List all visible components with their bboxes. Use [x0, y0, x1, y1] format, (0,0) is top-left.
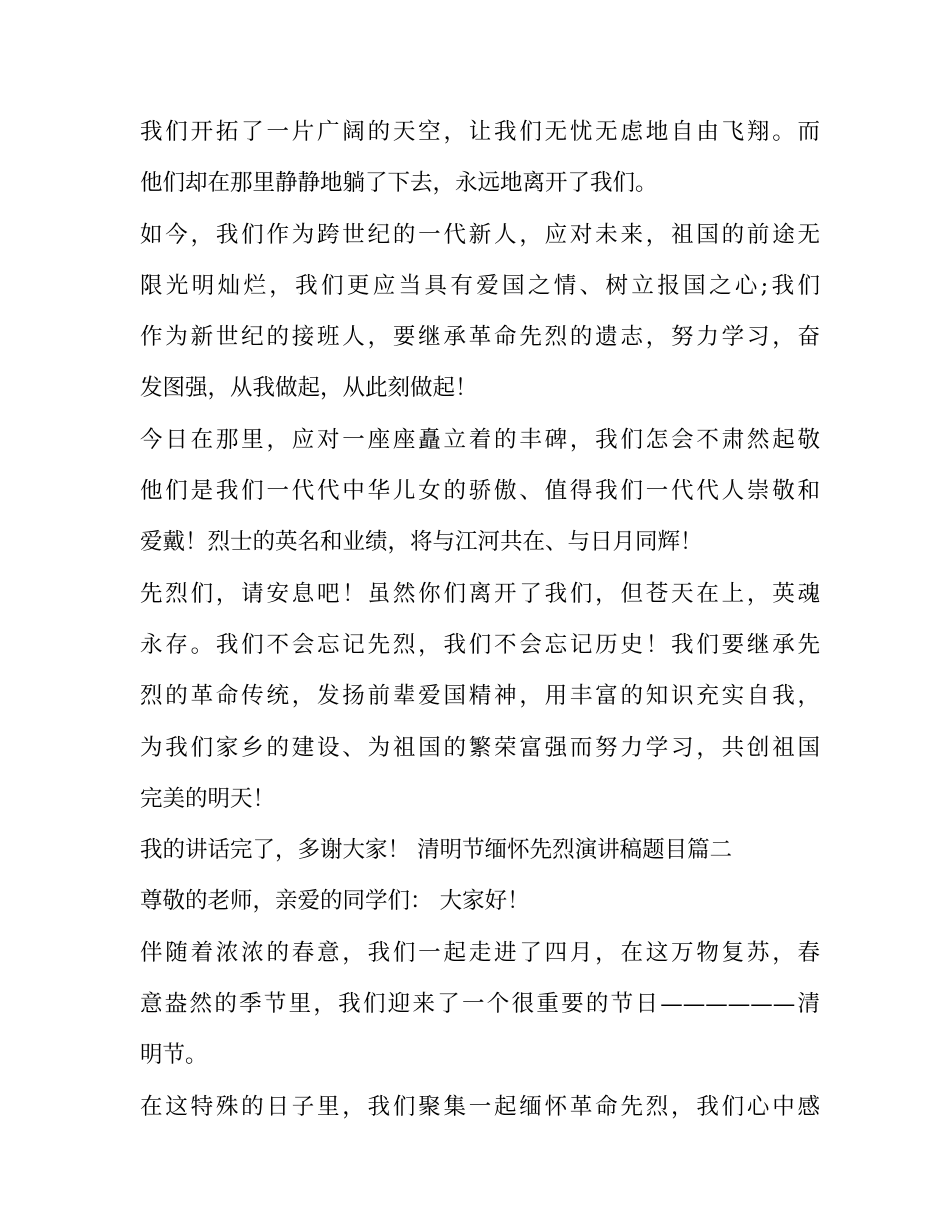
text-line: 爱戴！烈士的英名和业绩，将与江河共在、与日月同辉！ — [140, 529, 703, 556]
text-line: 限光明灿烂，我们更应当具有爱国之情、树立报国之心;我们 — [140, 272, 820, 299]
text-line: 尊敬的老师，亲爱的同学们： 大家好！ — [140, 888, 530, 915]
text-line: 今日在那里，应对一座座矗立着的丰碑，我们怎会不肃然起敬 — [140, 426, 820, 453]
text-line: 伴随着浓浓的春意，我们一起走进了四月，在这万物复苏，春 — [140, 939, 820, 966]
text-line: 作为新世纪的接班人，要继承革命先烈的遗志，努力学习，奋 — [140, 324, 820, 351]
text-line: 我们开拓了一片广阔的天空，让我们无忧无虑地自由飞翔。而 — [140, 119, 820, 145]
text-line: 明节。 — [140, 1042, 208, 1069]
document-body — [140, 107, 820, 1133]
text-line: 先烈们，请安息吧！虽然你们离开了我们，但苍天在上，英魂 — [140, 580, 820, 607]
text-line: 为我们家乡的建设、为祖国的繁荣富强而努力学习，共创祖国 — [140, 734, 820, 761]
text-line: 意盎然的季节里，我们迎来了一个很重要的节日——————清 — [140, 991, 820, 1018]
text-line: 我的讲话完了，多谢大家！ 清明节缅怀先烈演讲稿题目篇二 — [140, 837, 733, 864]
text-line: 在这特殊的日子里，我们聚集一起缅怀革命先烈，我们心中感 — [140, 1093, 820, 1120]
text-line: 发图强，从我做起，从此刻做起！ — [140, 375, 478, 402]
text-line: 他们是我们一代代中华儿女的骄傲、值得我们一代代人崇敬和 — [140, 478, 820, 505]
text-line: 如今，我们作为跨世纪的一代新人，应对未来，祖国的前途无 — [140, 221, 820, 248]
text-line: 他们却在那里静静地躺了下去，永远地离开了我们。 — [140, 170, 658, 197]
text-line: 完美的明天！ — [140, 785, 276, 812]
text-line: 永存。我们不会忘记先烈，我们不会忘记历史！我们要继承先 — [140, 631, 820, 658]
text-line: 烈的革命传统，发扬前辈爱国精神，用丰富的知识充实自我， — [140, 683, 820, 710]
